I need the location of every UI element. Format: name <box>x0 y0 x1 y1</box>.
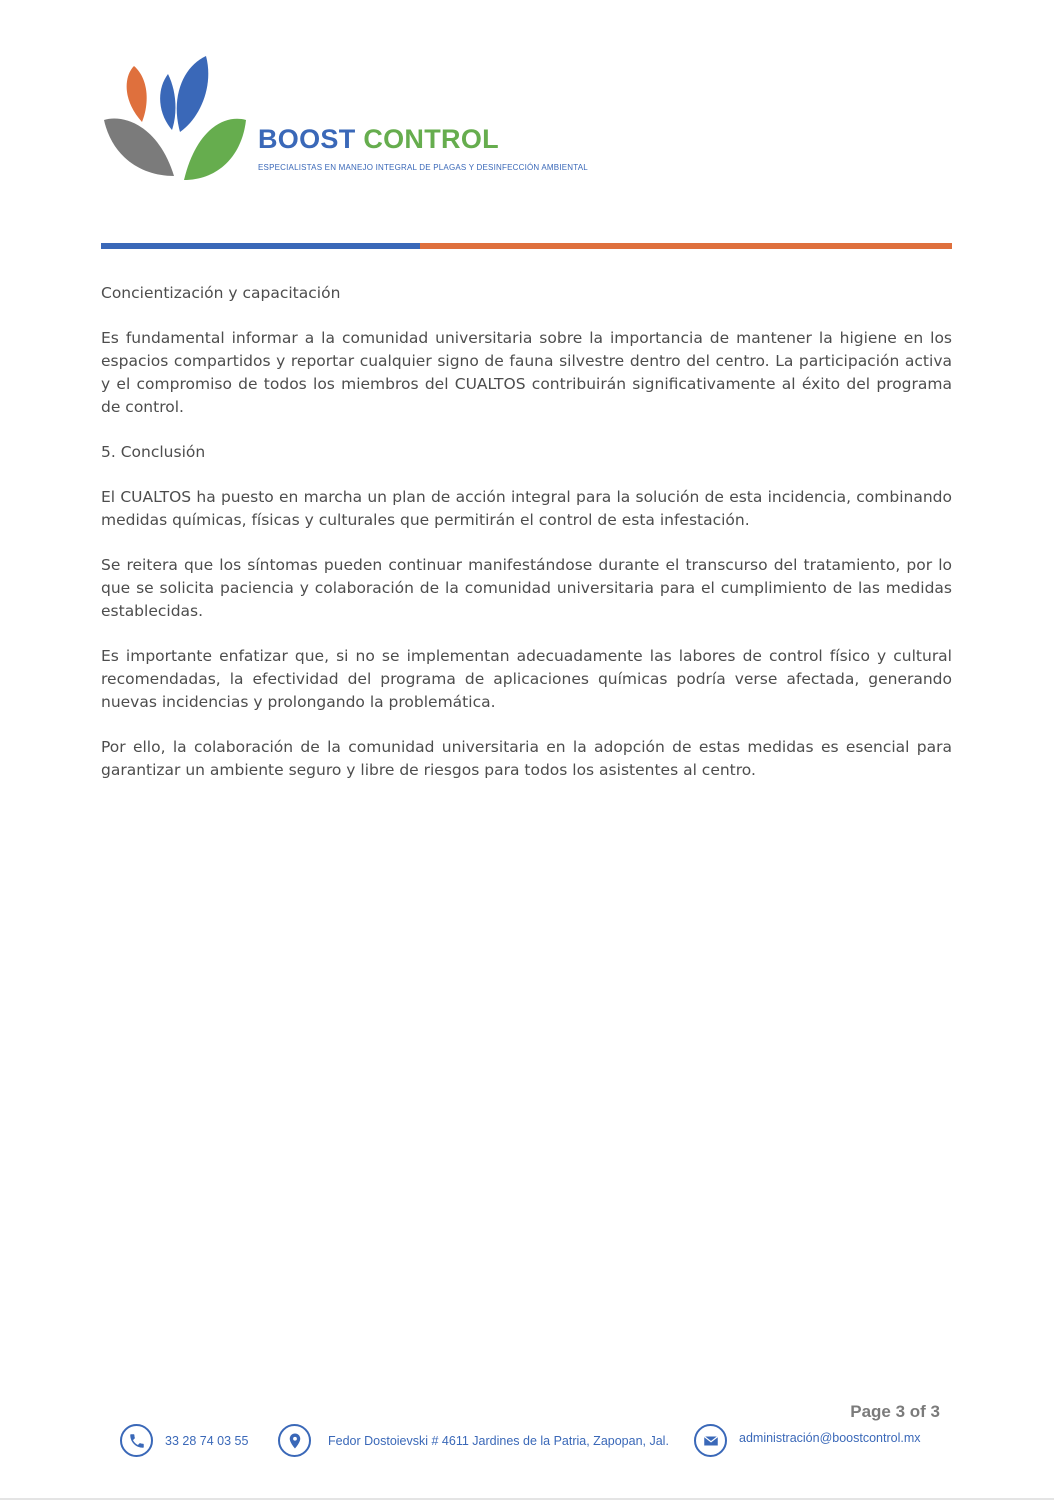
section-heading: 5. Conclusión <box>101 443 206 461</box>
phone-number: 33 28 74 03 55 <box>165 1433 249 1448</box>
header-divider-blue <box>101 243 420 249</box>
email-link[interactable]: administración@boostcontrol.mx <box>739 1430 921 1445</box>
brand-tagline: ESPECIALISTAS EN MANEJO INTEGRAL DE PLAGAS Y DESINFECCIÓN AMBIENTAL <box>258 163 588 172</box>
brand-name-part1: BOOST <box>258 124 356 154</box>
paragraph: Por ello, la colaboración de la comunidad universitaria en la adopción de estas medidas es esencial para garantizar un ambiente seguro y libre de riesgos para todos los asistentes al centro. <box>101 738 952 779</box>
paragraph: El CUALTOS ha puesto en marcha un plan de acción integral para la solución de esta incidencia, combinando medidas químicas, físicas y culturales que permitirán el control de esta infestación. <box>101 488 952 529</box>
brand-name <box>258 124 499 155</box>
footer-address <box>278 1424 669 1457</box>
footer-email <box>694 1424 921 1457</box>
address-text: Fedor Dostoievski # 4611 Jardines de la Patria, Zapopan, Jal. <box>328 1433 669 1448</box>
footer-phone <box>120 1424 248 1457</box>
phone-icon <box>120 1424 153 1457</box>
header-divider <box>101 243 952 249</box>
paragraph: Es importante enfatizar que, si no se implementan adecuadamente las labores de control físico y cultural recomendadas, la efectividad del programa de aplicaciones químicas podría verse afectada, generando nuevas incidencias y prolongando la problemática. <box>101 647 952 711</box>
page-number: Page 3 of 3 <box>850 1402 940 1421</box>
location-pin-icon <box>278 1424 311 1457</box>
mail-icon <box>694 1424 727 1457</box>
section-heading: Concientización y capacitación <box>101 284 341 302</box>
leaves-logo-icon <box>100 52 250 186</box>
brand-name-part2: CONTROL <box>363 124 499 154</box>
document-body <box>101 282 952 804</box>
paragraph: Se reitera que los síntomas pueden continuar manifestándose durante el transcurso del tratamiento, por lo que se solicita paciencia y colaboración de la comunidad universitaria para el cumplimiento de las medidas establecidas. <box>101 556 952 620</box>
header-divider-orange <box>420 243 952 249</box>
paragraph: Es fundamental informar a la comunidad universitaria sobre la importancia de mantener la higiene en los espacios compartidos y reportar cualquier signo de fauna silvestre dentro del centro. La participación activa y el compromiso de todos los miembros del CUALTOS contribuirán significativamente al éxito del programa de control. <box>101 329 952 416</box>
